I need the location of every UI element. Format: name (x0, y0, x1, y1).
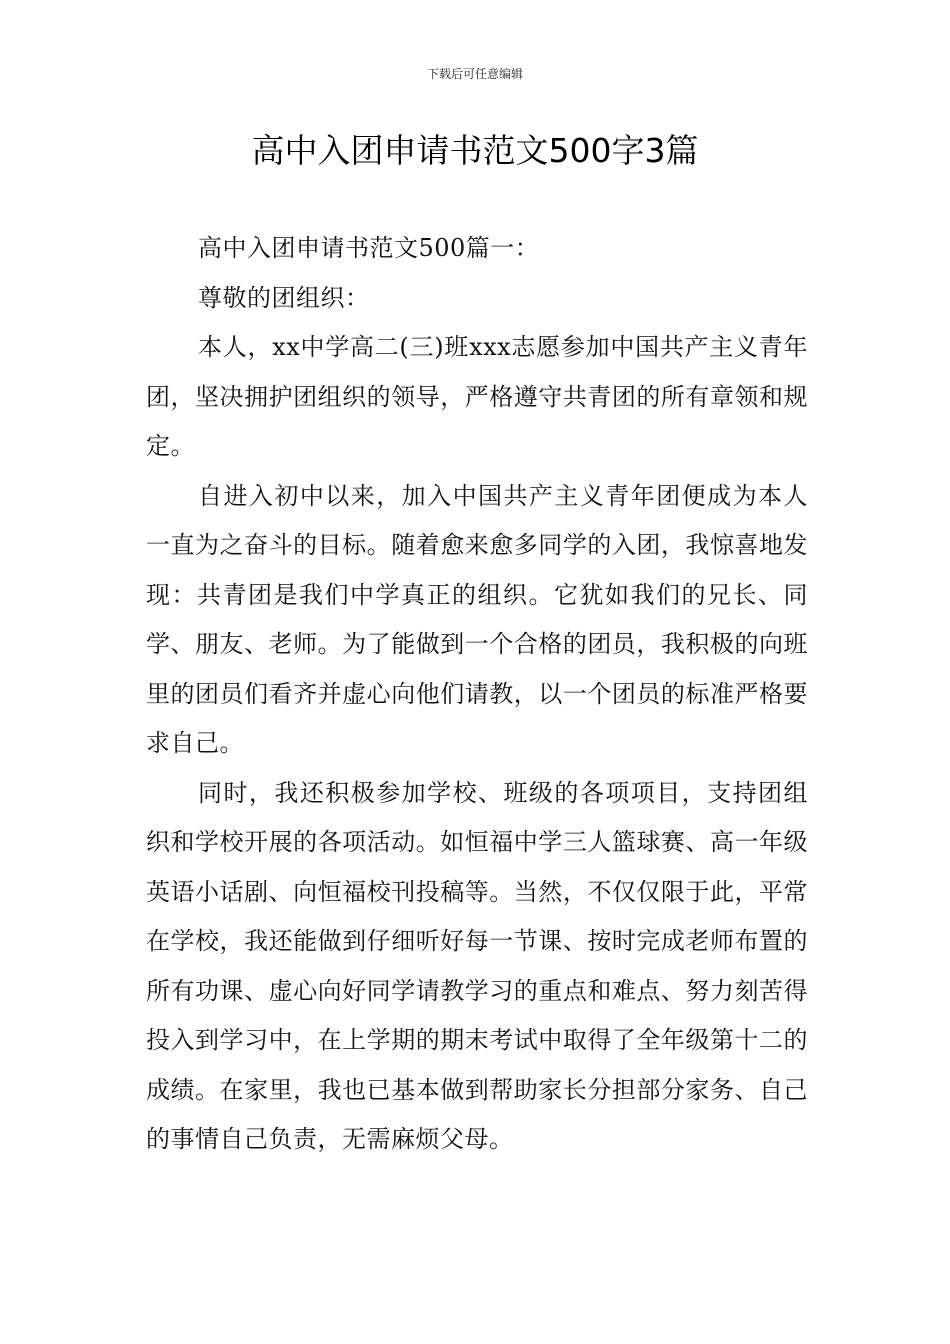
page-title: 高中入团申请书范文500字3篇 (251, 131, 699, 170)
document-body (146, 224, 808, 1165)
salutation: 尊敬的团组织： (198, 283, 370, 312)
body-paragraph: 自进入初中以来，加入中国共产主义青年团便成为本人一直为之奋斗的目标。随着愈来愈多同学的入团，我惊喜地发现：共青团是我们中学真正的组织。它犹如我们的兄长、同学、朋友、老师。为了能做到一个合格的团员，我积极的向班里的团员们看齐并虚心向他们请教，以一个团员的标准严格要求自己。 (146, 481, 808, 757)
section-heading: 高中入团申请书范文500篇一： (198, 234, 540, 262)
header-note: 下载后可任意编辑 (426, 67, 523, 81)
body-paragraph: 同时，我还积极参加学校、班级的各项项目，支持团组织和学校开展的各项活动。如恒福中学三人篮球赛、高一年级英语小话剧、向恒福校刊投稿等。当然，不仅仅限于此，平常在学校，我还能做到仔细听好每一节课、按时完成老师布置的所有功课、虚心向好同学请教学习的重点和难点、努力刻苦得投入到学习中，在上学期的期末考试中取得了全年级第十二的成绩。在家里，我也已基本做到帮助家长分担部分家务、自己的事情自己负责，无需麻烦父母。 (146, 778, 808, 1153)
body-paragraph: 本人，xx中学高二(三)班xxx志愿参加中国共产主义青年团，坚决拥护团组织的领导，严格遵守共青团的所有章领和规定。 (146, 333, 808, 460)
